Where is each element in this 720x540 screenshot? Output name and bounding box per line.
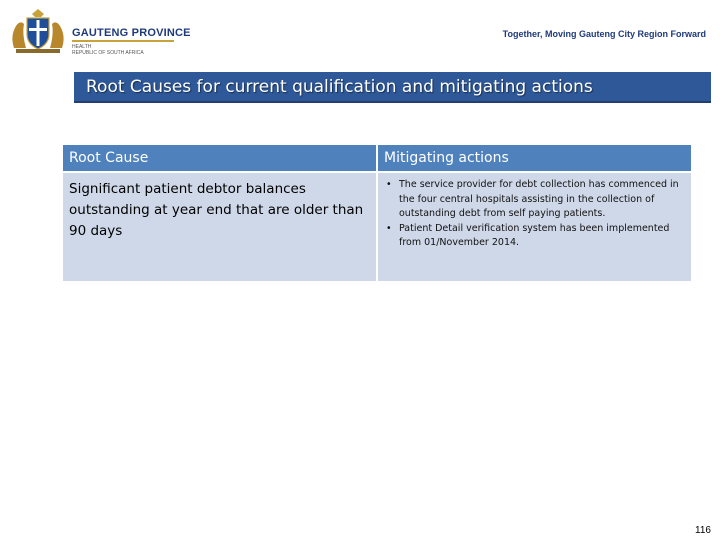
header-root-cause: Root Cause — [63, 145, 376, 171]
organization-department: HEALTH — [72, 44, 92, 50]
organization-name: GAUTENG PROVINCE — [72, 27, 191, 39]
header-tagline: Together, Moving Gauteng City Region Forward — [502, 29, 706, 39]
mitigating-actions-cell — [378, 173, 691, 281]
action-text: The service provider for debt collection has commenced in the four central hospitals assisting in the collection of outstanding debt from self paying patients. — [399, 179, 679, 219]
slide-title: Root Causes for current qualification and mitigating actions — [86, 77, 593, 97]
root-cause-cell — [63, 173, 376, 281]
list-item — [386, 178, 685, 222]
header-mitigating-actions: Mitigating actions — [378, 145, 691, 171]
organization-country: REPUBLIC OF SOUTH AFRICA — [72, 50, 144, 56]
page-header — [0, 0, 720, 62]
organization-block — [72, 27, 191, 56]
coat-of-arms-logo — [8, 8, 68, 54]
mitigating-actions-list — [378, 173, 691, 251]
action-text: Patient Detail verification system has been implemented from 01/November 2014. — [399, 222, 670, 248]
root-cause-text: Significant patient debtor balances outstanding at year end that are older than 90 days — [69, 181, 364, 239]
list-item — [386, 222, 685, 251]
slide-title-bar — [74, 72, 711, 103]
organization-rule — [72, 40, 174, 42]
bullet-icon: • — [386, 222, 392, 234]
bullet-icon: • — [386, 179, 392, 190]
page-number: 116 — [695, 525, 711, 536]
